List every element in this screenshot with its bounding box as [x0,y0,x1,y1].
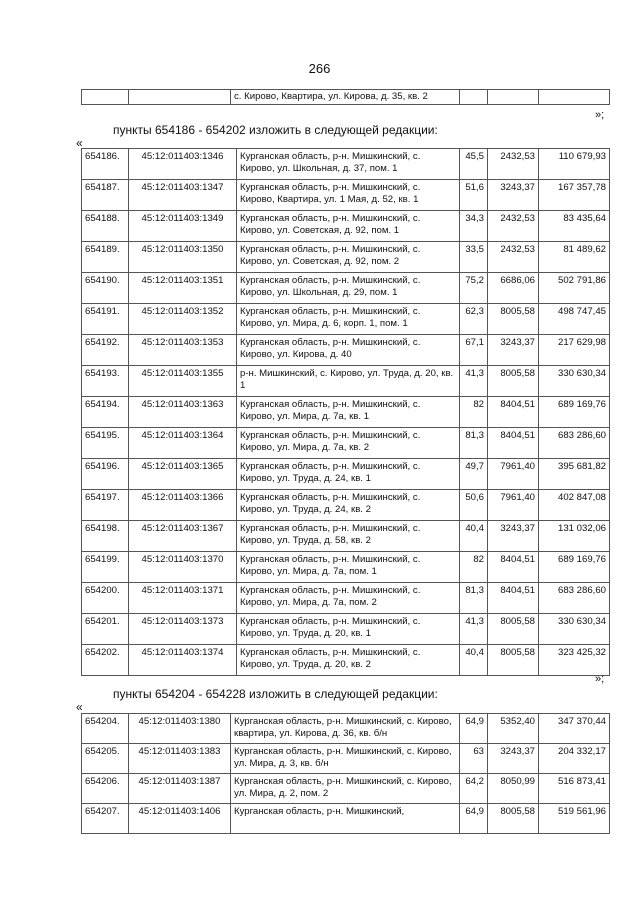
cell-address: Курганская область, р-н. Мишкинский, с. Кирово, ул. Мира, д. 7а, пом. 1 [237,552,460,583]
cell-address: р-н. Мишкинский, с. Кирово, ул. Труда, д. 20, кв. 1 [237,366,460,397]
cell-cadastral: 45:12:011403:1370 [129,552,237,583]
cell-id: 654197. [82,490,129,521]
cell-value: 683 286,60 [539,428,610,459]
cell-value: 498 747,45 [539,304,610,335]
cell-address: Курганская область, р-н. Мишкинский, с. Кирово, ул. Труда, д. 24, кв. 1 [237,459,460,490]
cell-rate: 8005,58 [488,804,539,834]
cell-id: 654198. [82,521,129,552]
cell-area: 81,3 [460,583,488,614]
cell-cadastral: 45:12:011403:1346 [129,149,237,180]
cell-address: Курганская область, р-н. Мишкинский, с. Кирово, ул. Мира, д. 7а, кв. 2 [237,428,460,459]
cell-value: 83 435,64 [539,211,610,242]
opening-quote: « [76,136,83,150]
cell-area: 41,3 [460,366,488,397]
cell-id: 654195. [82,428,129,459]
cell-area: 82 [460,397,488,428]
cell-area: 75,2 [460,273,488,304]
cell-rate: 3243,37 [488,744,539,774]
cell-area: 81,3 [460,428,488,459]
cell-value [539,90,610,105]
cell-rate: 8005,58 [488,366,539,397]
cell-address: Курганская область, р-н. Мишкинский, с. Кирово, ул. Труда, д. 20, кв. 1 [237,614,460,645]
opening-quote: « [76,700,83,714]
cell-area: 45,5 [460,149,488,180]
cell-id: 654191. [82,304,129,335]
cell-address: Курганская область, р-н. Мишкинский, с. Кирово, квартира, ул. Кирова, д. 36, кв. б/н [231,714,460,744]
cell-value: 110 679,93 [539,149,610,180]
cell-cadastral: 45:12:011403:1373 [129,614,237,645]
cell-area: 34,3 [460,211,488,242]
cell-id: 654205. [82,744,129,774]
cell-value: 689 169,76 [539,397,610,428]
table-row [82,645,610,676]
cell-address: с. Кирово, Квартира, ул. Кирова, д. 35, кв. 2 [231,90,460,105]
cell-address: Курганская область, р-н. Мишкинский, с. Кирово, ул. Мира, д. 6, корп. 1, пом. 1 [237,304,460,335]
cell-cadastral: 45:12:011403:1363 [129,397,237,428]
cell-id: 654206. [82,774,129,804]
cell-cadastral: 45:12:011403:1352 [129,304,237,335]
cell-value: 131 032,06 [539,521,610,552]
cell-rate: 6686,06 [488,273,539,304]
cell-rate: 3243,37 [488,521,539,552]
cell-address: Курганская область, р-н. Мишкинский, с. Кирово, ул. Школьная, д. 37, пом. 1 [237,149,460,180]
cell-id: 654202. [82,645,129,676]
cell-value: 217 629,98 [539,335,610,366]
cell-area: 49,7 [460,459,488,490]
cell-area: 40,4 [460,645,488,676]
continuation-table [81,89,610,105]
cell-cadastral: 45:12:011403:1383 [129,744,231,774]
cell-value: 689 169,76 [539,552,610,583]
table-row [82,180,610,211]
cell-rate: 8005,58 [488,614,539,645]
cell-address: Курганская область, р-н. Мишкинский, [231,804,460,834]
cell-area: 50,6 [460,490,488,521]
cell-value: 519 561,96 [539,804,610,834]
table-row [82,397,610,428]
cell-address: Курганская область, р-н. Мишкинский, с. Кирово, ул. Труда, д. 24, кв. 2 [237,490,460,521]
cell-area: 64,2 [460,774,488,804]
table-row [82,490,610,521]
cell-rate: 8050,99 [488,774,539,804]
cell-rate: 8005,58 [488,645,539,676]
cell-area: 63 [460,744,488,774]
cell-cadastral: 45:12:011403:1353 [129,335,237,366]
cell-address: Курганская область, р-н. Мишкинский, с. Кирово, ул. Труда, д. 20, кв. 2 [237,645,460,676]
cell-area: 41,3 [460,614,488,645]
cell-id: 654189. [82,242,129,273]
cell-cadastral: 45:12:011403:1387 [129,774,231,804]
cell-cadastral: 45:12:011403:1365 [129,459,237,490]
cell-value: 330 630,34 [539,366,610,397]
cell-area: 67,1 [460,335,488,366]
cell-id: 654200. [82,583,129,614]
cell-address: Курганская область, р-н. Мишкинский, с. Кирово, ул. Труда, д. 58, кв. 2 [237,521,460,552]
table-row [82,242,610,273]
cell-rate: 8404,51 [488,428,539,459]
cell-id: 654194. [82,397,129,428]
cell-value: 204 332,17 [539,744,610,774]
table-row [82,149,610,180]
cell-value: 81 489,62 [539,242,610,273]
table-row [82,744,610,774]
table-row [82,366,610,397]
cell-address: Курганская область, р-н. Мишкинский, с. Кирово, ул. Мира, д. 7а, пом. 2 [237,583,460,614]
cell-address: Курганская область, р-н. Мишкинский, с. Кирово, Квартира, ул. 1 Мая, д. 52, кв. 1 [237,180,460,211]
cell-id: 654207. [82,804,129,834]
closing-quote: »; [595,673,605,685]
table-row [82,211,610,242]
cell-id: 654204. [82,714,129,744]
table-row [82,273,610,304]
cell-rate: 8404,51 [488,552,539,583]
cell-value: 395 681,82 [539,459,610,490]
cell-area: 40,4 [460,521,488,552]
cell-id: 654193. [82,366,129,397]
cell-cadastral: 45:12:011403:1406 [129,804,231,834]
table-row [82,614,610,645]
section-heading-2: пункты 654204 - 654228 изложить в следующей редакции: [113,687,438,701]
cell-rate: 2432,53 [488,242,539,273]
cell-rate: 7961,40 [488,490,539,521]
cell-area: 33,5 [460,242,488,273]
cell-id: 654186. [82,149,129,180]
cell-cadastral: 45:12:011403:1347 [129,180,237,211]
cell-cadastral: 45:12:011403:1355 [129,366,237,397]
table-row [82,428,610,459]
cell-address: Курганская область, р-н. Мишкинский, с. Кирово, ул. Школьная, д. 29, пом. 1 [237,273,460,304]
table-row [82,774,610,804]
cell-rate: 3243,37 [488,335,539,366]
table-row [82,552,610,583]
table-row [82,335,610,366]
cell-cadastral: 45:12:011403:1364 [129,428,237,459]
cell-id: 654190. [82,273,129,304]
properties-table-2 [81,713,610,834]
cell-cadastral: 45:12:011403:1350 [129,242,237,273]
cell-rate: 8404,51 [488,397,539,428]
table-row [82,521,610,552]
cell-value: 516 873,41 [539,774,610,804]
section-heading-1: пункты 654186 - 654202 изложить в следующей редакции: [113,123,438,137]
cell-value: 330 630,34 [539,614,610,645]
cell-value: 323 425,32 [539,645,610,676]
cell-area: 51,6 [460,180,488,211]
cell-address: Курганская область, р-н. Мишкинский, с. Кирово, ул. Мира, д. 7а, кв. 1 [237,397,460,428]
cell-rate: 8005,58 [488,304,539,335]
table-row [82,583,610,614]
cell-address: Курганская область, р-н. Мишкинский, с. Кирово, ул. Мира, д. 3, кв. б/н [231,744,460,774]
cell-value: 683 286,60 [539,583,610,614]
cell-value: 347 370,44 [539,714,610,744]
cell-cadastral: 45:12:011403:1374 [129,645,237,676]
page-number: 266 [308,61,331,76]
properties-table-1 [81,148,610,676]
table-row [82,714,610,744]
cell-cadastral: 45:12:011403:1371 [129,583,237,614]
cell-id: 654188. [82,211,129,242]
cell-id: 654196. [82,459,129,490]
cell-cadastral: 45:12:011403:1367 [129,521,237,552]
cell-area: 62,3 [460,304,488,335]
closing-quote: »; [595,109,605,121]
cell-rate [488,90,539,105]
cell-area [460,90,488,105]
cell-id: 654192. [82,335,129,366]
cell-rate: 8404,51 [488,583,539,614]
cell-rate: 3243,37 [488,180,539,211]
cell-cadastral: 45:12:011403:1349 [129,211,237,242]
cell-address: Курганская область, р-н. Мишкинский, с. Кирово, ул. Кирова, д. 40 [237,335,460,366]
cell-id: 654187. [82,180,129,211]
cell-cadastral: 45:12:011403:1366 [129,490,237,521]
cell-cadastral [129,90,231,105]
cell-rate: 5352,40 [488,714,539,744]
cell-rate: 7961,40 [488,459,539,490]
table-row [82,304,610,335]
cell-cadastral: 45:12:011403:1380 [129,714,231,744]
cell-id [82,90,129,105]
cell-address: Курганская область, р-н. Мишкинский, с. Кирово, ул. Советская, д. 92, пом. 1 [237,211,460,242]
cell-id: 654199. [82,552,129,583]
cell-address: Курганская область, р-н. Мишкинский, с. Кирово, ул. Советская, д. 92, пом. 2 [237,242,460,273]
table-row [82,459,610,490]
cell-area: 64,9 [460,714,488,744]
cell-value: 167 357,78 [539,180,610,211]
table-row [82,90,610,105]
cell-address: Курганская область, р-н. Мишкинский, с. Кирово, ул. Мира, д. 2, пом. 2 [231,774,460,804]
cell-area: 82 [460,552,488,583]
cell-area: 64,9 [460,804,488,834]
cell-id: 654201. [82,614,129,645]
cell-value: 402 847,08 [539,490,610,521]
cell-value: 502 791,86 [539,273,610,304]
cell-rate: 2432,53 [488,149,539,180]
cell-cadastral: 45:12:011403:1351 [129,273,237,304]
cell-rate: 2432,53 [488,211,539,242]
table-row [82,804,610,834]
